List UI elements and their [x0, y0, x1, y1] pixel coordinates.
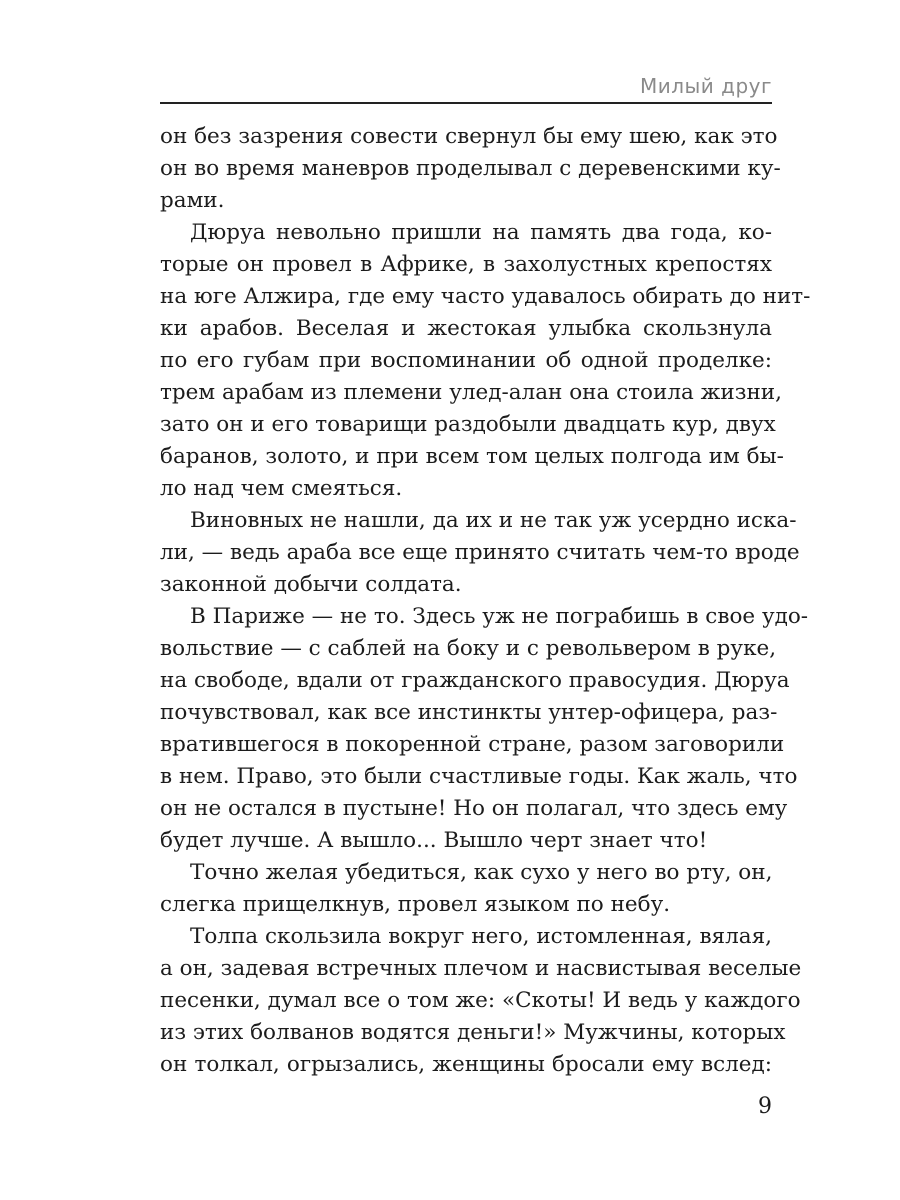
body-text	[160, 121, 811, 1081]
text-line: В Париже — не то. Здесь уж не пограбишь в свое удо-	[190, 604, 809, 629]
text-line: он толкал, огрызались, женщины бросали ему вслед:	[160, 1052, 772, 1077]
text-line: а он, задевая встречных плечом и насвистывая веселые	[160, 956, 802, 981]
text-line: по его губам при воспоминании об одной проделке:	[160, 348, 772, 373]
text-line: слегка прищелкнув, провел языком по небу.	[160, 892, 671, 917]
text-line: ли, — ведь араба все еще принято считать чем-то вроде	[160, 540, 800, 565]
text-line: вратившегося в покоренной стране, разом заговорили	[160, 732, 785, 757]
text-line: Дюруа невольно пришли на память два года, ко-	[190, 220, 772, 245]
text-line: Точно желая убедиться, как сухо у него во рту, он,	[190, 860, 773, 885]
text-line: из этих болванов водятся деньги!» Мужчины, которых	[160, 1020, 786, 1045]
text-line: Толпа скользила вокруг него, истомленная, вялая,	[190, 924, 772, 949]
text-line: он не остался в пустыне! Но он полагал, что здесь ему	[160, 796, 788, 821]
text-line: трем арабам из племени улед-алан она стоила жизни,	[160, 380, 782, 405]
text-line: песенки, думал все о том же: «Скоты! И ведь у каждого	[160, 988, 801, 1013]
text-line: вольствие — с саблей на боку и с револьвером в руке,	[160, 636, 777, 661]
header-rule	[160, 102, 772, 104]
text-line: Виновных не нашли, да их и не так уж усердно иска-	[190, 508, 797, 533]
text-line: законной добычи солдата.	[160, 572, 462, 597]
text-line: баранов, золото, и при всем том целых полгода им бы-	[160, 444, 784, 469]
text-line: он без зазрения совести свернул бы ему шею, как это	[160, 124, 778, 149]
running-title: Милый друг	[639, 74, 772, 98]
text-line: торые он провел в Африке, в захолустных крепостях	[160, 252, 772, 277]
text-line: на свободе, вдали от гражданского правосудия. Дюруа	[160, 668, 790, 693]
text-line: будет лучше. А вышло... Вышло черт знает что!	[160, 828, 708, 853]
text-line: он во время маневров проделывал с деревенскими ку-	[160, 156, 781, 181]
text-line: зато он и его товарищи раздобыли двадцать кур, двух	[160, 412, 776, 437]
text-line: рами.	[160, 188, 225, 213]
page-number: 9	[758, 1094, 772, 1119]
text-line: в нем. Право, это были счастливые годы. Как жаль, что	[160, 764, 798, 789]
text-line: ло над чем смеяться.	[160, 476, 403, 501]
text-line: почувствовал, как все инстинкты унтер-офицера, раз-	[160, 700, 778, 725]
text-line: ки арабов. Веселая и жестокая улыбка скользнула	[160, 316, 772, 341]
text-line: на юге Алжира, где ему часто удавалось обирать до нит-	[160, 284, 811, 309]
